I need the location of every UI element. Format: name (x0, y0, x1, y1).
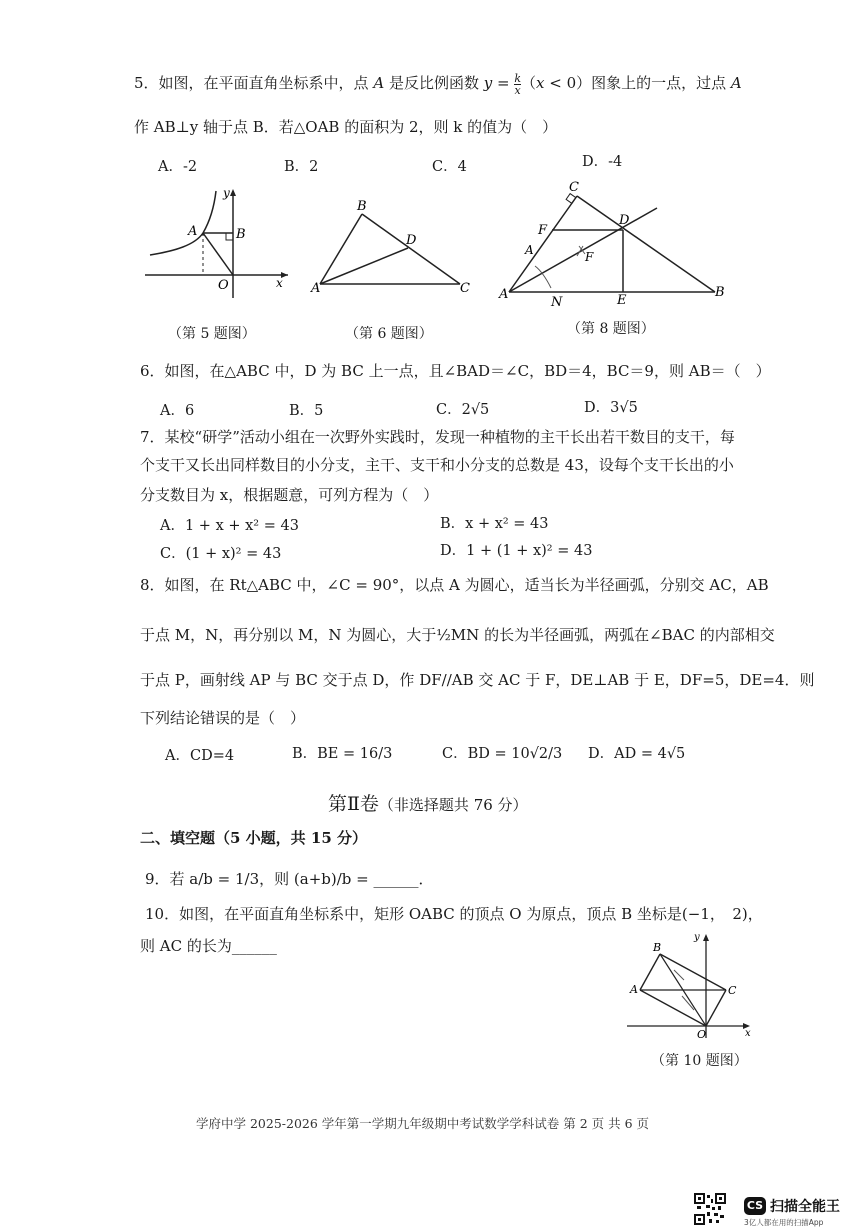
svg-text:B: B (357, 199, 367, 214)
page-footer: 学府中学 2025-2026 学年第一学期九年级期中考试数学学科试卷 第 2 页 共 6 页 (196, 1116, 650, 1131)
svg-text:D: D (619, 213, 630, 228)
q8-option-b: B．BE = 16/3 (292, 746, 393, 762)
q6-text: 6．如图，在△ABC 中，D 为 BC 上一点，且∠BAD＝∠C，BD＝4，BC＝9，则 AB＝（ ） (140, 362, 771, 380)
svg-text:C: C (569, 180, 579, 195)
q7-option-c: C．(1 + x)² = 43 (160, 546, 282, 562)
q6-option-d: D．3√5 (584, 400, 638, 416)
q10-figure-caption: （第 10 题图） (651, 1053, 748, 1069)
q6-option-c: C．2√5 (436, 402, 490, 418)
q9-text: 9．若 a/b = 1/3，则 (a+b)/b = ______． (145, 870, 434, 888)
q7-option-d: D．1 + (1 + x)² = 43 (440, 543, 593, 559)
figure-q6 (308, 196, 478, 296)
q5-line1: 5．如图，在平面直角坐标系中，点 A 是反比例函数 $y = \frac{k}{x}$ （x < 0）图象上的一点，过点 A (134, 71, 742, 97)
svg-text:y: y (694, 932, 700, 943)
svg-text:y: y (223, 186, 230, 200)
svg-text:O: O (218, 278, 229, 293)
figure-q5 (140, 183, 300, 303)
q8-option-a: A．CD=4 (165, 748, 235, 764)
svg-text:A: A (630, 983, 638, 996)
q6-option-a: A．6 (160, 403, 195, 419)
q10-line1: 10．如图，在平面直角坐标系中，矩形 OABC 的顶点 O 为原点，顶点 B 坐标是(−1， 2)， (145, 905, 763, 923)
figure-q10 (622, 930, 757, 1042)
svg-text:O: O (697, 1028, 707, 1041)
q5-line2: 作 AB⊥y 轴于点 B．若△OAB 的面积为 2，则 k 的值为（ ） (134, 118, 558, 136)
q5-option-a: A．-2 (158, 159, 198, 175)
svg-text:B: B (715, 285, 725, 300)
camscanner-tagline: 3亿人都在用的扫描App (744, 1218, 824, 1227)
svg-text:F: F (585, 250, 594, 264)
q5-option-c: C．4 (432, 159, 467, 175)
q5-figure-caption: （第 5 题图） (168, 326, 256, 342)
svg-text:A: A (525, 243, 534, 257)
q7-line2: 个支干又长出同样数目的小分支，主干、支干和小分支的总数是 43，设每个支干长出的小 (140, 456, 734, 474)
q8-option-c: C．BD = 10√2/3 (442, 746, 563, 762)
q8-figure-caption: （第 8 题图） (567, 321, 655, 337)
q8-line2: 于点 M，N，再分别以 M，N 为圆心，大于½MN 的长为半径画弧，两弧在∠BAC 的内部相交 (140, 626, 775, 644)
q8-line4: 下列结论错误的是（ ） (140, 709, 306, 727)
svg-text:x: x (276, 276, 283, 290)
q10-line2: 则 AC 的长为______ (140, 937, 277, 955)
camscanner-name: 扫描全能王 (770, 1199, 840, 1215)
section-fill-in-heading: 二、填空题（5 小题，共 15 分） (140, 829, 367, 847)
svg-text:x: x (745, 1028, 751, 1039)
svg-text:B: B (236, 227, 246, 242)
svg-text:N: N (551, 295, 563, 310)
svg-text:F: F (538, 223, 548, 238)
svg-text:C: C (460, 281, 470, 296)
q5-option-b: B．2 (284, 159, 319, 175)
q6-figure-caption: （第 6 题图） (345, 326, 433, 342)
svg-text:E: E (617, 293, 627, 308)
svg-text:A: A (311, 281, 321, 296)
q5-option-d: D．-4 (582, 154, 623, 170)
svg-text:D: D (406, 233, 417, 248)
svg-text:A: A (188, 224, 198, 239)
q8-option-d: D．AD = 4√5 (588, 746, 686, 762)
svg-text:C: C (728, 984, 737, 997)
q7-option-b: B．x + x² = 43 (440, 516, 549, 532)
q7-option-a: A．1 + x + x² = 43 (160, 518, 299, 534)
svg-text:A: A (499, 287, 509, 302)
figure-q8 (495, 176, 735, 312)
part2-title-text: 第Ⅱ卷 (328, 793, 379, 815)
q8-line3: 于点 P，画射线 AP 与 BC 交于点 D，作 DF//AB 交 AC 于 F，DE⊥AB 于 E，DF=5，DE=4．则 (140, 671, 815, 689)
camscanner-logo-icon: CS (744, 1197, 766, 1215)
qr-code-icon (694, 1193, 726, 1225)
part2-title (328, 789, 528, 816)
part2-subtitle: （非选择题共 76 分） (378, 796, 528, 814)
svg-text:B: B (653, 941, 662, 954)
q6-option-b: B．5 (289, 403, 324, 419)
q8-line1: 8．如图，在 Rt△ABC 中，∠C = 90°，以点 A 为圆心，适当长为半径画弧，分别交 AC，AB (140, 576, 769, 594)
q7-line3: 分支数目为 x，根据题意，可列方程为（ ） (140, 486, 439, 504)
q7-line1: 7．某校“研学”活动小组在一次野外实践时，发现一种植物的主干长出若干数目的支干，每 (140, 428, 735, 446)
